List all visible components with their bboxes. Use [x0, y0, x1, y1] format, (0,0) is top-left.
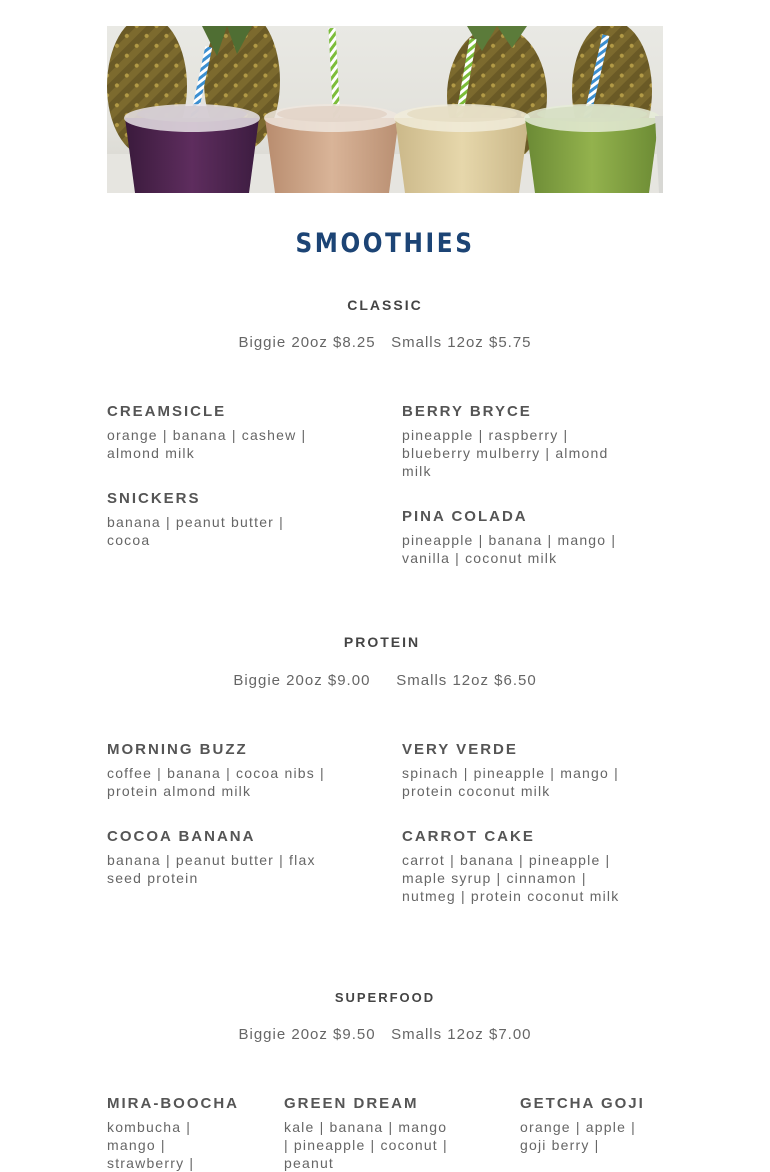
section-title-protein: PROTEIN — [343, 634, 421, 650]
smoothies-photo — [107, 26, 663, 193]
item-name: CARROT CAKE — [402, 828, 535, 845]
item-description: banana | peanut butter | cocoa — [107, 514, 284, 548]
menu-item-berry-bryce — [402, 403, 627, 480]
item-name: BERRY BRYCE — [402, 403, 532, 420]
section-prices-superfood — [0, 1026, 770, 1043]
menu-item-creamsicle — [107, 403, 332, 462]
item-description: kale | banana | mango | pineapple | coconut | peanut — [284, 1119, 448, 1171]
item-name: VERY VERDE — [402, 741, 518, 758]
item-description: orange | apple | goji berry | — [520, 1119, 636, 1153]
menu-item-morning-buzz — [107, 741, 335, 800]
menu-item-pina-colada — [402, 508, 627, 567]
page-title: SMOOTHIES — [295, 228, 475, 259]
price-biggie: Biggie 20oz $9.00 — [233, 672, 371, 689]
item-name: MORNING BUZZ — [107, 741, 248, 758]
item-description: pineapple | banana | mango | vanilla | coconut milk — [402, 532, 617, 566]
item-name: SNICKERS — [107, 490, 201, 507]
item-description: carrot | banana | pineapple | maple syrup | cinnamon | nutmeg | protein coconut milk — [402, 852, 620, 904]
menu-item-cocoa-banana — [107, 828, 335, 887]
item-description: spinach | pineapple | mango | protein coconut milk — [402, 765, 619, 799]
item-name: GETCHA GOJI — [520, 1095, 645, 1112]
item-name: COCOA BANANA — [107, 828, 256, 845]
price-smalls: Smalls 12oz $5.75 — [391, 334, 532, 351]
menu-item-snickers — [107, 490, 332, 549]
menu-item-getcha-goji — [520, 1095, 650, 1154]
item-description: banana | peanut butter | flax seed protein — [107, 852, 316, 886]
price-smalls: Smalls 12oz $7.00 — [391, 1026, 532, 1043]
menu-item-very-verde — [402, 741, 630, 800]
menu-item-carrot-cake — [402, 828, 630, 905]
item-description: kombucha | mango | strawberry | — [107, 1119, 195, 1171]
price-biggie: Biggie 20oz $9.50 — [238, 1026, 376, 1043]
menu-item-green-dream — [284, 1095, 449, 1172]
item-name: CREAMSICLE — [107, 403, 227, 420]
price-smalls: Smalls 12oz $6.50 — [396, 672, 537, 689]
item-name: PINA COLADA — [402, 508, 528, 525]
item-description: pineapple | raspberry | blueberry mulberry | almond milk — [402, 427, 609, 479]
item-description: orange | banana | cashew | almond milk — [107, 427, 307, 461]
item-name: GREEN DREAM — [284, 1095, 419, 1112]
hero-image — [107, 26, 663, 193]
section-prices-classic — [0, 334, 770, 351]
menu-item-mira-boocha — [107, 1095, 239, 1172]
section-title-classic: CLASSIC — [347, 297, 423, 313]
item-name: MIRA-BOOCHA — [107, 1095, 239, 1112]
section-prices-protein — [0, 672, 770, 689]
section-title-superfood: SUPERFOOD — [334, 990, 436, 1005]
item-description: coffee | banana | cocoa nibs | protein almond milk — [107, 765, 325, 799]
price-biggie: Biggie 20oz $8.25 — [238, 334, 376, 351]
